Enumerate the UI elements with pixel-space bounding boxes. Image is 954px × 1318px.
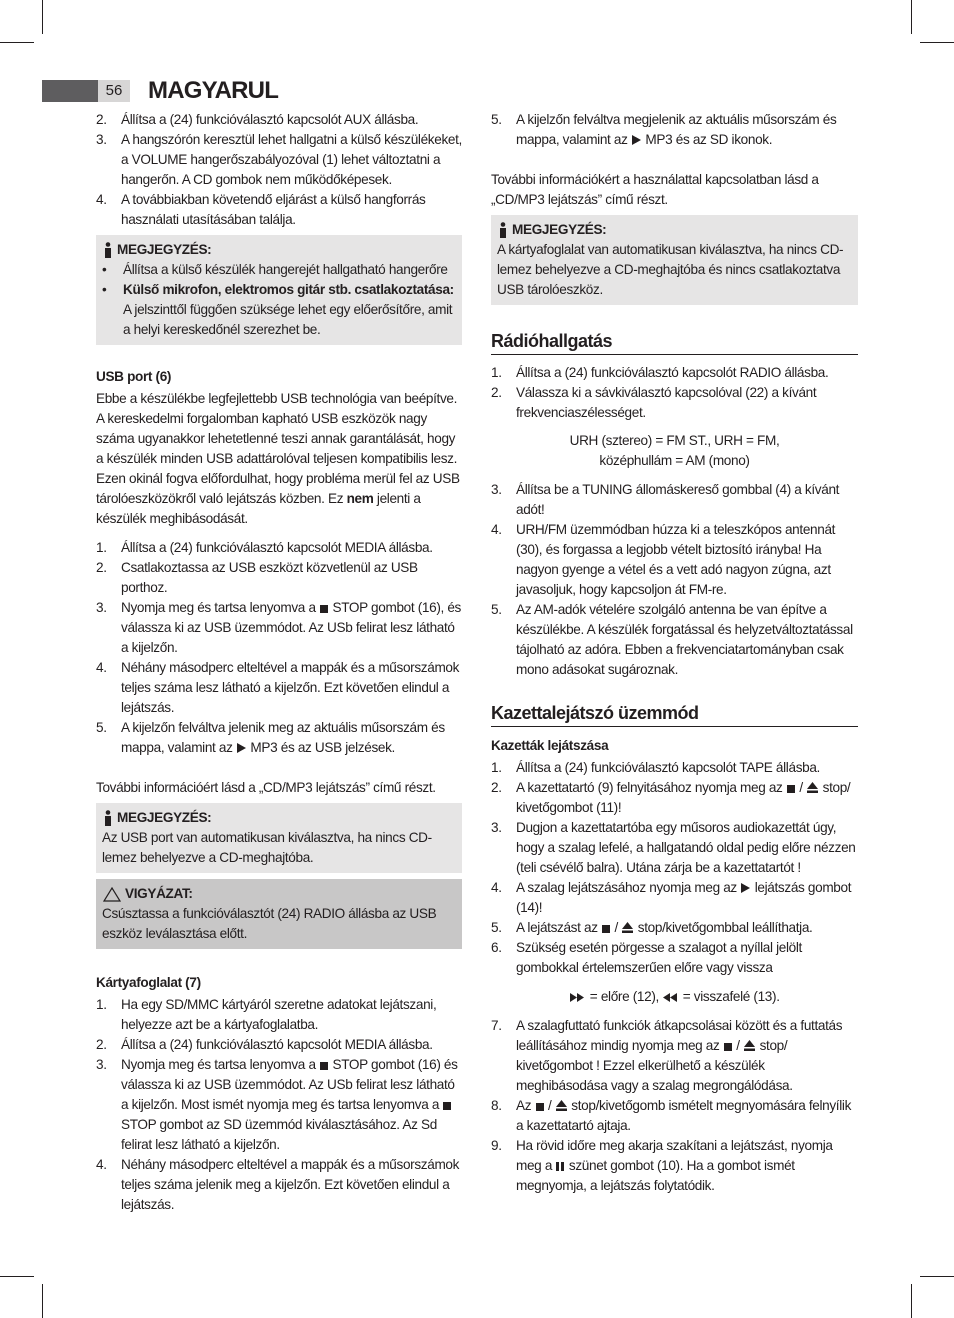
section-heading: Kazettalejátszó üzemmód (491, 701, 858, 727)
note-title: MEGJEGYZÉS: (102, 808, 456, 828)
section-heading: USB port (6) (96, 369, 172, 384)
sub-heading: Kazetták lejátszása (491, 738, 609, 753)
play-icon (237, 743, 246, 753)
warning-box: VIGYÁZAT: Csúsztassa a funkcióválasztót (24) RADIO állásba az USB eszköz leválasztása előtt. (96, 879, 462, 949)
note-box (96, 235, 462, 345)
list-item: 7. A szalagfuttató funkciók átkapcsolásai között és a futtatás leállításához mindig nyomja meg az / stop/ kivetőgombot ! Ezzel elkerülhető a készülék meghibásodása vagy a szalag megrongálódása. (491, 1018, 843, 1093)
info-icon (103, 242, 113, 258)
list-item: 2. A kazettatartó (9) felnyitásához nyomja meg az / stop/ kivetőgombot (11)! (491, 780, 851, 815)
stop-icon (320, 1062, 328, 1070)
paragraph: Ebbe a készülékbe legfejlettebb USB technológia van beépítve. A kereskedelmi forgalomban kapható USB eszközök nagy száma ugyanakkor lehetetlenné teszi annak garantálását, hogy a készülék minden USB adattárolóval teljesen kompatibilis lesz. Ezen okinál fogva előfordulhat, hogy probléma merül fel az USB tárolóeszközökről való lejátszás közben. Ez nem jelenti a készülék meghibásodását. (96, 391, 460, 526)
stop-icon (787, 785, 795, 793)
radio-steps-cont (491, 480, 858, 680)
list-item: 2. Csatlakoztassa az USB eszközt közvetlenül az USB porthoz. (96, 560, 418, 595)
list-item: 2. Válassza ki a sávkiválasztó kapcsolóval (22) a kívánt frekvenciaszélességet. (491, 385, 817, 420)
fast-forward-icon (570, 993, 585, 1002)
list-item: 4. A szalag lejátszásához nyomja meg az lejátszás gombot (14)! (491, 880, 852, 915)
crop-mark (920, 42, 954, 43)
list-item: 3. Nyomja meg és tartsa lenyomva a STOP gombot (16) és válassza ki az USB üzemmódot. Az USb felirat lesz látható a kijelzőn. Most ismét nyomja meg és tartsa lenyomva a STOP gombot az SD üzemmód kiválasztásához. Az Sd felirat lesz látható a kijelzőn. (96, 1057, 458, 1152)
radio-steps (491, 363, 858, 423)
crop-mark (0, 1276, 34, 1277)
stop-icon (320, 605, 328, 613)
note-title: MEGJEGYZÉS: (102, 240, 456, 260)
page-header (42, 77, 862, 104)
list-item: 5. Az AM-adók vételére szolgáló antenna be van építve a készülékbe. A készülék forgatással és helyzetváltoztatással tájolható az adóra. Ebben a frekvenciatartományban csak mono adásokat sugároznak. (491, 602, 853, 677)
list-item: 3. Dugjon a kazettatartóba egy műsoros audiokazettát úgy, hogy a szalag lefelé, a hallgatandó oldal pedig előre nézzen (teli csévélő balra). Utána zárja be a kazettatartót ! (491, 820, 856, 875)
tape-steps-cont (491, 1016, 858, 1196)
card-steps-cont (491, 110, 858, 150)
stop-icon (536, 1103, 544, 1111)
stop-icon (602, 925, 610, 933)
usb-steps (96, 538, 462, 758)
list-item: 4. Néhány másodperc elteltével a mappák és a műsorszámok teljes száma jelenik meg a kijelzőn. Ezt követően elindul a lejátszás. (96, 1157, 460, 1212)
crop-mark (911, 0, 912, 34)
crop-mark (911, 1284, 912, 1318)
paragraph: További információkért a használattal kapcsolatban lásd a „CD/MP3 lejátszás” című részt. (491, 172, 819, 207)
crop-mark (920, 1276, 954, 1277)
band-info: középhullám = AM (mono) (599, 453, 750, 468)
aux-steps (96, 110, 462, 230)
tape-steps (491, 758, 858, 978)
list-item: 1. Állítsa a (24) funkcióválasztó kapcsolót RADIO állásba. (491, 365, 829, 380)
stop-icon (443, 1102, 451, 1110)
wind-info: = előre (12), = visszafelé (13). (491, 987, 858, 1007)
left-column (96, 110, 462, 1215)
play-icon (741, 883, 750, 893)
crop-mark (42, 1284, 43, 1318)
list-item: • Külső mikrofon, elektromos gitár stb. csatlakoztatása: A jelszinttől függően szüksége lehet egy előerősítőre, amit a helyi kereskedőnél szerezhet be. (102, 282, 454, 337)
list-item: 3. A hangszórón keresztül lehet hallgatni a külső készülékeket, a VOLUME hangerőszabályozóval (1) lehet változtatni a hangerőn. A CD gombok nem működőképesek. (96, 132, 462, 187)
paragraph: További információért lásd a „CD/MP3 lejátszás” című részt. (96, 780, 436, 795)
list-item: 9. Ha rövid időre meg akarja szakítani a lejátszást, nyomja meg a szünet gombot (10). Ha a gombot ismét megnyomja, a lejátszás folytatódik. (491, 1138, 833, 1193)
right-column (491, 110, 858, 1196)
band-info: URH (sztereo) = FM ST., URH = FM, (569, 433, 780, 448)
list-item: 5. A lejátszást az / stop/kivetőgombbal leállíthatja. (491, 920, 813, 935)
crop-mark (42, 0, 43, 34)
list-item: 1. Állítsa a (24) funkcióválasztó kapcsolót TAPE állásba. (491, 760, 820, 775)
warning-icon (103, 887, 121, 902)
list-item: 5. A kijelzőn felváltva megjelenik az aktuális műsorszám és mappa, valamint az MP3 és az SD ikonok. (491, 112, 837, 147)
eject-icon (622, 922, 633, 933)
list-item: 2. Állítsa a (24) funkcióválasztó kapcsolót MEDIA állásba. (96, 1037, 433, 1052)
warning-title: VIGYÁZAT: (102, 884, 456, 904)
crop-mark (0, 42, 34, 43)
list-item: 8. Az / stop/kivetőgomb ismételt megnyomására felnyílik a kazettatartó ajtaja. (491, 1098, 852, 1133)
page-number: 56 (105, 82, 123, 99)
pause-icon (556, 1162, 564, 1171)
stop-icon (724, 1043, 732, 1051)
list-item: 4. URH/FM üzemmódban húzza ki a teleszkópos antennát (30), és forgassa a legjobb vételt biztosító irányba! Ha nagyon gyenge a vétel és a vett adó nagyon zúgna, azt javasoljuk, hogy kapcsoljon át FM-re. (491, 522, 836, 597)
note-title: MEGJEGYZÉS: (497, 220, 852, 240)
list-item: 1. Ha egy SD/MMC kártyáról szeretne adatokat lejátszani, helyezze azt be a kártyafoglalatba. (96, 997, 437, 1032)
list-item: 2. Állítsa a (24) funkcióválasztó kapcsolót AUX állásba. (96, 112, 419, 127)
list-item: 1. Állítsa a (24) funkcióválasztó kapcsolót MEDIA állásba. (96, 540, 433, 555)
info-icon (103, 810, 113, 826)
eject-icon (744, 1040, 755, 1051)
language-title: MAGYARUL (148, 77, 279, 104)
note-box: MEGJEGYZÉS: Az USB port van automatikusan kiválasztva, ha nincs CD-lemez behelyezve a CD-meghajtóba. (96, 803, 462, 873)
card-steps (96, 995, 462, 1215)
list-item: 3. Állítsa be a TUNING állomáskereső gombbal (4) a kívánt adót! (491, 482, 840, 517)
note-bullets (102, 260, 456, 340)
note-box: MEGJEGYZÉS: A kártyafoglalat van automatikusan kiválasztva, ha nincs CD-lemez behelyezve a CD-meghajtóba és nincs csatlakoztatva USB tárolóeszköz. (491, 215, 858, 305)
list-item: 4. Néhány másodperc elteltével a mappák és a műsorszámok teljes száma lesz látható a kijelzőn. Ezt követően elindul a lejátszás. (96, 660, 460, 715)
rewind-icon (663, 993, 678, 1002)
section-heading: Kártyafoglalat (7) (96, 975, 201, 990)
eject-icon (807, 782, 818, 793)
list-item: 5. A kijelzőn felváltva jelenik meg az aktuális műsorszám és mappa, valamint az MP3 és az USB jelzések. (96, 720, 445, 755)
play-icon (632, 135, 641, 145)
list-item: 6. Szükség esetén pörgesse a szalagot a nyíllal jelölt gombokkal értelemszerűen előre vagy vissza (491, 940, 802, 975)
list-item: 3. Nyomja meg és tartsa lenyomva a STOP gombot (16), és válassza ki az USB üzemmódot. Az USb felirat lesz látható a kijelzőn. (96, 600, 462, 655)
section-heading: Rádióhallgatás (491, 329, 858, 355)
info-icon (498, 222, 508, 238)
list-item: 4. A továbbiakban követendő eljárást a külső hangforrás használati utasításában találja. (96, 192, 426, 227)
list-item: • Állítsa a külső készülék hangerejét hallgatható hangerőre (102, 262, 448, 277)
eject-icon (556, 1100, 567, 1111)
